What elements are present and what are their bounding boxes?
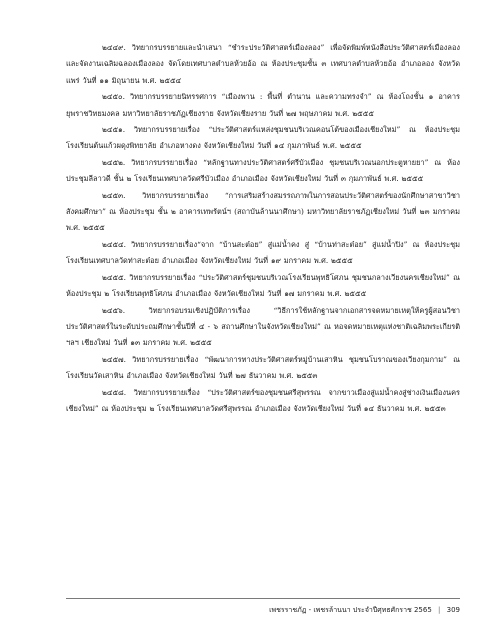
footer-title: เพชรราชภัฏ - เพชรล้านนา ประจำปีศุทธศักราช 2565 <box>269 606 432 614</box>
list-item: ๒๔๕๗. วิทยากรบรรยายเรื่อง “พัฒนาการทางประวัติศาสตร์หมู่บ้านเสาหิน ชุมชนโบราณของเวียงกุมกาม” ณ โรงเรียนวัดเสาหิน อำเภอเมือง จังหวัดเชียงใหม่ วันที่ ๒๗ ธันวาคม พ.ศ. ๒๕๕๓ <box>66 354 460 381</box>
footer-separator: | <box>438 606 441 614</box>
list-item: ๒๔๕๓. วิทยากรบรรยายเรื่อง “การเสริมสร้างสมรรถภาพในการสอนประวัติศาสตร์ของนักศึกษาสาขาวิชาสังคมศึกษา” ณ ห้องประชุม ชั้น ๒ อาคารเทพรัตน์ฯ (สถาบันล้านนาศึกษา) มหาวิทยาลัยราชภัฏเชียงใหม่ วันที่ ๒๓ มกราคม พ.ศ. ๒๕๕๕ <box>66 190 460 233</box>
list-item: ๒๔๕๒. วิทยากรบรรยายเรื่อง “หลักฐานทางประวัติศาสตร์ศรีบัวเมือง ชุมชนบริเวณนอกประตูหายยา” ณ ห้องประชุมลีลาวดี ชั้น ๒ โรงเรียนเทศบาลวัดศรีบัวเมือง อำเภอเมือง จังหวัดเชียงใหม่ วันที่ ๓ กุมภาพันธ์ พ.ศ. ๒๕๕๕ <box>66 157 460 184</box>
list-item: ๒๔๕๔. วิทยากรบรรยายเรื่อง“จาก “บ้านสะต๋อย” สู่แม่น้ำคง สู่ “บ้านท่าสะต๋อย” สู่แม่น้ำปิง” ณ ห้องประชุม โรงเรียนเทศบาลวัดท่าสะต๋อย อำเภอเมือง จังหวัดเชียงใหม่ วันที่ ๑๙ มกราคม พ.ศ. ๒๕๕๕ <box>66 239 460 266</box>
page-number: 309 <box>446 606 460 614</box>
entry-list <box>66 40 460 417</box>
list-item: ๒๔๕๖. วิทยากรอบรมเชิงปฏิบัติการเรื่อง “วิธีการใช้หลักฐานจากเอกสารจดหมายเหตุให้ครูผู้สอนวิชาประวัติศาสตร์ในระดับประถมศึกษาชั้นปีที่ ๔ - ๖ สถานศึกษาในจังหวัดเชียงใหม่” ณ หอจดหมายเหตุแห่งชาติเฉลิมพระเกียรติ ฯลฯ เชียงใหม่ วันที่ ๑๓ มกราคม พ.ศ. ๒๕๕๕ <box>66 305 460 348</box>
list-item: ๒๔๕๘. วิทยากรบรรยายเรื่อง “ประวัติศาสตร์ของชุมชนศรีสุพรรณ จากขาวเมืองสู่แม่น้ำคงสู่ช่างเงินเมืองนครเชียงใหม่” ณ ห้องประชุม ๒ โรงเรียนเทศบาลวัดศรีสุพรรณ อำเภอเมือง จังหวัดเชียงใหม่ วันที่ ๑๔ ธันวาคม พ.ศ. ๒๕๕๓ <box>66 387 460 413</box>
list-item: ๒๔๕๐. วิทยากรบรรยายนิทรรศการ “เมืองพาน : พื้นที่ ตำนาน และความทรงจำ” ณ ห้องโถงชั้น ๑ อาคารยุพราชวิทยมงคล มหาวิทยาลัยราชภัฏเชียงราย จังหวัดเชียงราย วันที่ ๒๗ พฤษภาคม พ.ศ. ๒๕๕๕ <box>66 92 460 118</box>
footer-divider <box>66 598 460 599</box>
list-item: ๒๔๕๕. วิทยากรบรรยายเรื่อง “ประวัติศาสตร์ชุมชนบริเวณโรงเรียนพุทธิโศภน ชุมชนกลางเวียงนครเชียงใหม่” ณ ห้องประชุม ๒ โรงเรียนพุทธิโศภน อำเภอเมือง จังหวัดเชียงใหม่ วันที่ ๑๗ มกราคม พ.ศ. ๒๕๕๕ <box>66 272 460 299</box>
list-item: ๒๔๕๑. วิทยากรบรรยายเรื่อง “ประวัติศาสตร์แหล่งชุมชนบริเวณคอนโต้ของเมืองเชียงใหม่” ณ ห้องประชุม โรงเรียนต้นแก้วผดุงพิทยาลัย อำเภอหางดง จังหวัดเชียงใหม่ วันที่ ๑๔ กุมภาพันธ์ พ.ศ. ๒๕๕๕ <box>66 125 460 151</box>
page-footer <box>269 605 460 616</box>
list-item: ๒๔๔๙. วิทยากรบรรยายและนำเสนา “ชำระประวัติศาสตร์เมืองลอง” เพื่อจัดพิมพ์หนังสือประวัติศาสตร์เมืองลองและจัดงานเฉลิมฉลองเมืองลอง จัดโดยเทศบาลตำบลห้วยอ้อ ณ ห้องประชุมชั้น ๓ เทศบาลตำบลห้วยอ้อ อำเภอลอง จังหวัดแพร่ วันที่ ๑๑ มิถุนายน พ.ศ. ๒๕๕๔ <box>66 43 460 85</box>
